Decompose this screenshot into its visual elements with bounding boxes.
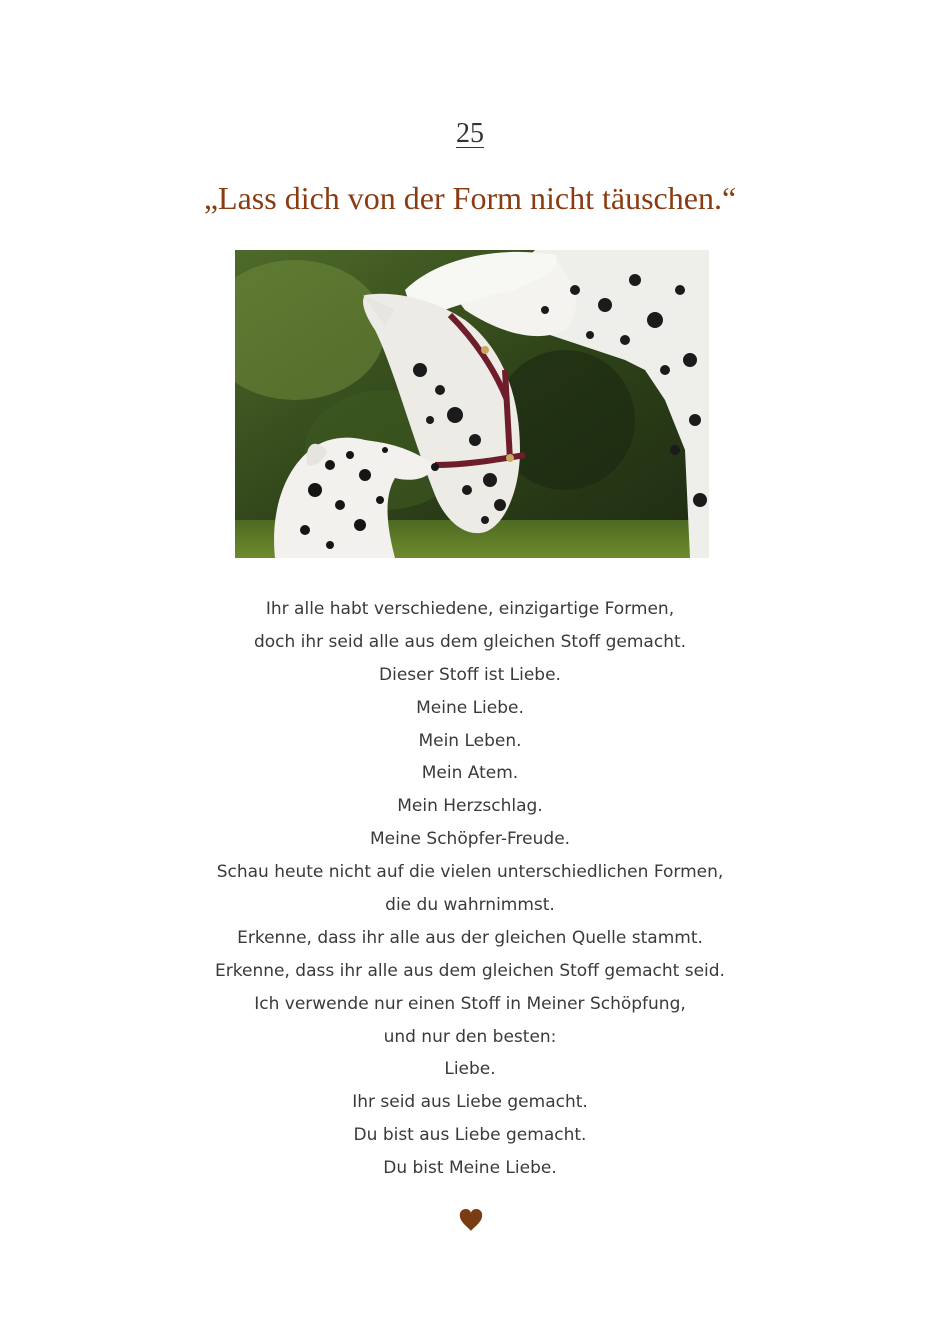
poem — [0, 593, 940, 1185]
page-title: „Lass dich von der Form nicht täuschen.“ — [203, 180, 737, 216]
poem-line: Dieser Stoff ist Liebe. — [379, 664, 561, 685]
poem-line: und nur den besten: — [383, 1026, 557, 1047]
poem-line: die du wahrnimmst. — [385, 895, 555, 916]
poem-line: Ich verwende nur einen Stoff in Meiner Schöpfung, — [254, 993, 686, 1014]
poem-line: Meine Schöpfer-Freude. — [369, 829, 571, 850]
poem-line: Mein Atem. — [421, 763, 519, 784]
heart-icon — [458, 1207, 484, 1233]
page-number — [0, 114, 940, 154]
poem-line: Ihr seid aus Liebe gemacht. — [352, 1092, 588, 1113]
poem-line: Ihr alle habt verschiedene, einzigartige Formen, — [265, 599, 675, 619]
poem-line: Du bist Meine Liebe. — [383, 1158, 557, 1179]
poem-line: Liebe. — [444, 1059, 496, 1080]
poem-line: Mein Herzschlag. — [397, 796, 543, 817]
poem-line: Du bist aus Liebe gemacht. — [353, 1125, 587, 1146]
poem-line: Erkenne, dass ihr alle aus der gleichen Quelle stammt. — [237, 927, 703, 948]
page-number-text: 25 — [456, 118, 484, 149]
poem-line: doch ihr seid alle aus dem gleichen Stoff gemacht. — [253, 631, 687, 652]
poem-line: Schau heute nicht auf die vielen unterschiedlichen Formen, — [216, 862, 724, 883]
dalmatian-and-horse-photo — [235, 250, 709, 558]
poem-line: Meine Liebe. — [416, 697, 524, 718]
poem-line: Mein Leben. — [418, 730, 522, 751]
poem-line: Erkenne, dass ihr alle aus dem gleichen Stoff gemacht seid. — [215, 960, 725, 981]
